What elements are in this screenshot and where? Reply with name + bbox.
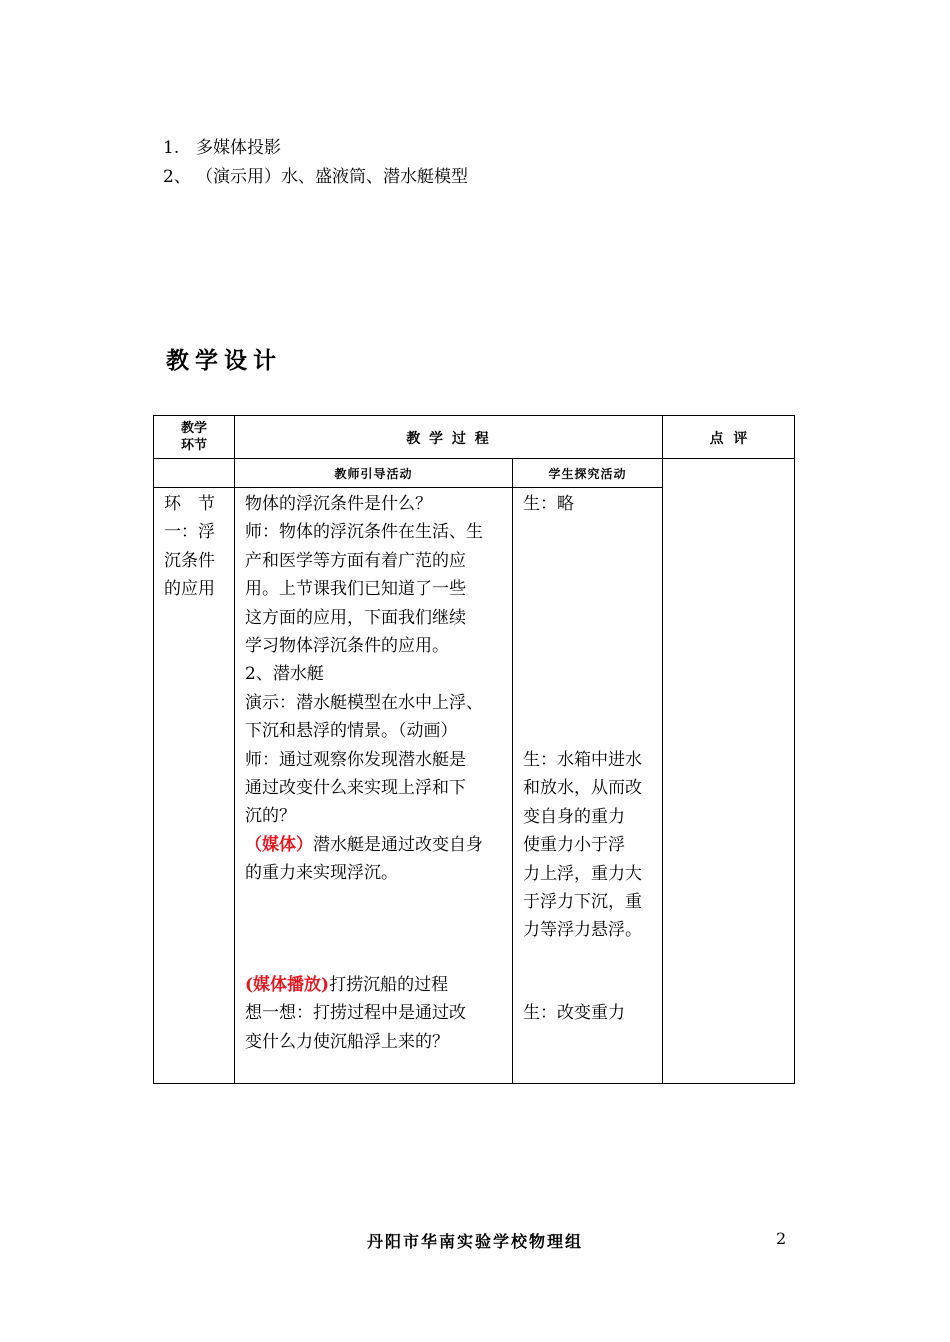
subheader-teacher: 教师引导活动 xyxy=(334,467,413,481)
stage-cell: 环 节 一：浮 沉条件 的应用 xyxy=(164,494,215,600)
header-comment: 点 评 xyxy=(709,431,748,447)
teacher-cell: 物体的浮沉条件是什么？ 师：物体的浮沉条件在生活、生 产和医学等方面有着广范的应 用。上节课我们已知道了一些 这方面的应用，下面我们继续 学习物体浮沉条件的应用。 2、潜水艇 演示：潜水艇模型在水中上浮、 下沉和悬浮的情景。（动画） 师：通过观察你发现潜水艇是 通过改变什么来实现上浮和下 沉的？ （媒体）潜水艇是通过改变自身 的重力来实现浮沉。 xyxy=(245,494,483,884)
student-answer-3: 生：改变重力 xyxy=(523,1003,625,1023)
header-process: 教 学 过 程 xyxy=(406,431,491,447)
section-heading: 教学设计 xyxy=(166,348,282,374)
header-stage: 教学 环节 xyxy=(180,421,207,453)
student-answer-2: 生：水箱中进水 和放水，从而改 变自身的重力 使重力小于浮 力上浮，重力大 于浮力下沉，重 力等浮力悬浮。 xyxy=(523,750,642,941)
table-divider xyxy=(512,459,513,1083)
media-tag: （媒体） xyxy=(245,834,313,855)
list-item: 1. 多媒体投影 xyxy=(163,138,281,158)
media-play-tag: (媒体播放) xyxy=(245,975,330,995)
teacher-cell-lower: (媒体播放)打捞沉船的过程 想一想：打捞过程中是通过改 变什么力使沉船浮上来的？ xyxy=(245,975,466,1052)
lesson-table xyxy=(153,415,795,1084)
footer-school: 丹阳市华南实验学校物理组 xyxy=(366,1232,583,1251)
student-answer-1: 生：略 xyxy=(523,494,574,514)
subheader-student: 学生探究活动 xyxy=(548,467,627,481)
table-divider xyxy=(234,416,235,1083)
list-item: 2、 （演示用）水、盛液筒、潜水艇模型 xyxy=(163,167,468,187)
table-divider xyxy=(154,458,794,459)
table-divider xyxy=(154,487,662,488)
table-divider xyxy=(662,416,663,1083)
materials-list xyxy=(163,134,468,192)
page-number: 2 xyxy=(776,1229,787,1248)
